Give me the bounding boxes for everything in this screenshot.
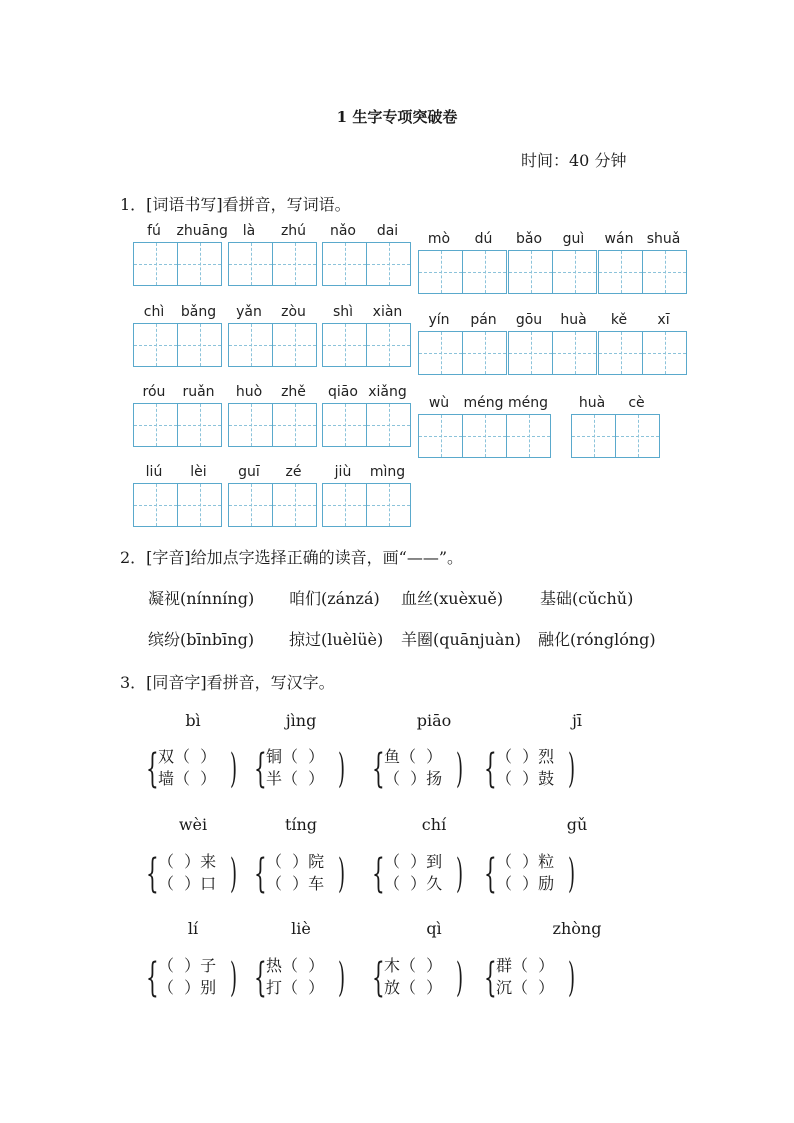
writing-cell[interactable] <box>178 324 221 366</box>
left-brace: { <box>484 955 497 1001</box>
writing-cell[interactable] <box>507 415 550 457</box>
word-group <box>418 395 551 458</box>
word-group <box>228 304 317 367</box>
fill-in-blank[interactable]: 鱼（ ） <box>384 747 443 766</box>
pinyin-label: wù <box>428 395 450 411</box>
fill-in-blank[interactable]: （ ）子 <box>158 956 217 975</box>
pinyin-label: mò <box>427 231 451 247</box>
writing-cell[interactable] <box>643 251 686 293</box>
writing-cell[interactable] <box>229 484 273 526</box>
pinyin-label: xiǎng <box>368 384 407 400</box>
left-brace: { <box>372 955 385 1001</box>
writing-cell[interactable] <box>553 251 596 293</box>
tianzige-grid <box>228 323 317 367</box>
pinyin-label: dai <box>376 223 399 239</box>
writing-cell[interactable] <box>229 243 273 285</box>
fill-in-blank[interactable]: （ ）久 <box>384 874 443 893</box>
writing-cell[interactable] <box>229 324 273 366</box>
tianzige-grid <box>418 331 507 375</box>
pinyin-label: ruǎn <box>182 384 215 400</box>
fill-in-blank[interactable]: （ ）院 <box>266 852 325 871</box>
tianzige-grid <box>133 323 222 367</box>
writing-cell[interactable] <box>273 243 316 285</box>
word-group <box>322 384 411 447</box>
homophone-pinyin: gǔ <box>566 815 588 834</box>
fill-in-blank[interactable]: 半（ ） <box>266 769 325 788</box>
writing-cell[interactable] <box>419 415 463 457</box>
left-brace: { <box>254 746 267 792</box>
word-group <box>571 395 660 458</box>
word-group <box>228 223 317 286</box>
word-group <box>133 464 222 527</box>
tianzige-grid <box>508 250 597 294</box>
pinyin-label: dú <box>474 231 493 247</box>
left-brace: { <box>484 851 497 897</box>
tianzige-grid <box>322 403 411 447</box>
homophone-group <box>146 852 246 898</box>
pinyin-label: méng <box>507 395 548 411</box>
writing-cell[interactable] <box>323 243 367 285</box>
pinyin-label: zhú <box>280 223 307 239</box>
word-group <box>598 231 687 294</box>
fill-in-blank[interactable]: 打（ ） <box>266 978 325 997</box>
pinyin-label: kě <box>610 312 628 328</box>
reading-choice-item[interactable]: 羊圈(quānjuàn) <box>401 630 521 649</box>
homophone-pinyin: chí <box>421 815 447 834</box>
homophone-group <box>146 747 246 793</box>
tianzige-grid <box>598 331 687 375</box>
left-brace: { <box>146 746 159 792</box>
writing-cell[interactable] <box>553 332 596 374</box>
writing-cell[interactable] <box>134 484 178 526</box>
time-limit: 时间：40 分钟 <box>521 151 627 170</box>
fill-in-blank[interactable]: 木（ ） <box>384 956 443 975</box>
homophone-pinyin: bì <box>185 711 201 730</box>
tianzige-grid <box>133 242 222 286</box>
homophone-pinyin: jìng <box>285 711 317 730</box>
writing-cell[interactable] <box>134 324 178 366</box>
pinyin-label: là <box>242 223 256 239</box>
reading-choice-item[interactable]: 咱们(zánzá) <box>289 589 380 608</box>
fill-in-blank[interactable]: （ ）别 <box>158 978 217 997</box>
homophone-group <box>484 747 584 793</box>
word-group <box>133 304 222 367</box>
pinyin-label: xiàn <box>372 304 403 320</box>
writing-cell[interactable] <box>367 324 410 366</box>
writing-cell[interactable] <box>367 484 410 526</box>
right-bracket: ) <box>456 851 464 897</box>
fill-in-blank[interactable]: （ ）励 <box>496 874 555 893</box>
fill-in-blank[interactable]: （ ）车 <box>266 874 325 893</box>
tianzige-grid <box>133 403 222 447</box>
writing-cell[interactable] <box>643 332 686 374</box>
word-group <box>322 223 411 286</box>
left-brace: { <box>254 955 267 1001</box>
right-bracket: ) <box>338 851 346 897</box>
word-group <box>322 304 411 367</box>
fill-in-blank[interactable]: 铜（ ） <box>266 747 325 766</box>
writing-cell[interactable] <box>419 251 463 293</box>
pinyin-label: zé <box>285 464 302 480</box>
pinyin-label: chì <box>143 304 165 320</box>
word-group <box>133 223 228 286</box>
left-brace: { <box>484 746 497 792</box>
pinyin-label: fú <box>147 223 161 239</box>
fill-in-blank[interactable]: （ ）来 <box>158 852 217 871</box>
word-group <box>133 384 222 447</box>
q2-heading: 2．[字音]给加点字选择正确的读音，画“——”。 <box>120 548 464 567</box>
writing-cell[interactable] <box>323 404 367 446</box>
word-group <box>598 312 687 375</box>
writing-cell[interactable] <box>134 404 178 446</box>
left-brace: { <box>146 851 159 897</box>
writing-cell[interactable] <box>178 484 221 526</box>
pinyin-label: yín <box>428 312 450 328</box>
reading-choice-item[interactable]: 缤纷(bīnbīng) <box>148 630 255 649</box>
writing-cell[interactable] <box>178 404 221 446</box>
writing-cell[interactable] <box>509 332 553 374</box>
writing-cell[interactable] <box>599 251 643 293</box>
fill-in-blank[interactable]: 群（ ） <box>496 956 555 975</box>
fill-in-blank[interactable]: （ ）粒 <box>496 852 555 871</box>
homophone-pinyin: liè <box>291 919 311 938</box>
writing-cell[interactable] <box>178 243 221 285</box>
homophone-group <box>484 852 584 898</box>
tianzige-grid <box>133 483 222 527</box>
right-bracket: ) <box>568 851 576 897</box>
word-group <box>418 231 507 294</box>
right-bracket: ) <box>230 851 238 897</box>
tianzige-grid <box>418 250 507 294</box>
writing-cell[interactable] <box>599 332 643 374</box>
tianzige-grid <box>228 483 317 527</box>
q1-heading: 1．[词语书写]看拼音，写词语。 <box>120 195 351 214</box>
writing-cell[interactable] <box>463 415 507 457</box>
writing-cell[interactable] <box>509 251 553 293</box>
fill-in-blank[interactable]: （ ）扬 <box>384 769 443 788</box>
homophone-group <box>372 852 472 898</box>
pinyin-label: xī <box>657 312 670 328</box>
tianzige-grid <box>418 414 551 458</box>
pinyin-label: jiù <box>334 464 352 480</box>
writing-cell[interactable] <box>572 415 616 457</box>
right-bracket: ) <box>568 746 576 792</box>
fill-in-blank[interactable]: （ ）烈 <box>496 747 555 766</box>
pinyin-label: bǎng <box>180 304 217 320</box>
right-bracket: ) <box>456 746 464 792</box>
pinyin-label: huà <box>560 312 587 328</box>
fill-in-blank[interactable]: 墙（ ） <box>158 769 217 788</box>
homophone-pinyin: wèi <box>178 815 208 834</box>
tianzige-grid <box>598 250 687 294</box>
writing-cell[interactable] <box>367 404 410 446</box>
homophone-group <box>484 956 584 1002</box>
word-group <box>228 384 317 447</box>
fill-in-blank[interactable]: 双（ ） <box>158 747 217 766</box>
left-brace: { <box>254 851 267 897</box>
q3-heading: 3．[同音字]看拼音，写汉字。 <box>120 673 335 692</box>
reading-choice-item[interactable]: 掠过(luèlüè) <box>289 630 384 649</box>
fill-in-blank[interactable]: 放（ ） <box>384 978 443 997</box>
tianzige-grid <box>322 483 411 527</box>
pinyin-label: shuǎ <box>646 231 681 247</box>
homophone-group <box>372 747 472 793</box>
homophone-group <box>146 956 246 1002</box>
pinyin-label: wán <box>604 231 634 247</box>
tianzige-grid <box>571 414 660 458</box>
writing-cell[interactable] <box>463 251 506 293</box>
word-group <box>322 464 411 527</box>
pinyin-label: huò <box>235 384 263 400</box>
homophone-group <box>372 956 472 1002</box>
homophone-pinyin: zhòng <box>552 919 602 938</box>
pinyin-label: pán <box>470 312 497 328</box>
right-bracket: ) <box>338 955 346 1001</box>
pinyin-label: méng <box>463 395 504 411</box>
word-group <box>508 312 597 375</box>
writing-cell[interactable] <box>134 243 178 285</box>
left-brace: { <box>146 955 159 1001</box>
tianzige-grid <box>322 242 411 286</box>
pinyin-label: nǎo <box>329 223 357 239</box>
fill-in-blank[interactable]: 沉（ ） <box>496 978 555 997</box>
pinyin-label: zòu <box>281 304 306 320</box>
reading-choice-item[interactable]: 基础(cǔchǔ) <box>540 589 634 608</box>
writing-cell[interactable] <box>229 404 273 446</box>
tianzige-grid <box>508 331 597 375</box>
pinyin-label: cè <box>628 395 645 411</box>
word-group <box>228 464 317 527</box>
pinyin-label: zhě <box>281 384 306 400</box>
pinyin-label: guì <box>562 231 585 247</box>
writing-cell[interactable] <box>323 324 367 366</box>
writing-cell[interactable] <box>616 415 659 457</box>
homophone-pinyin: lí <box>187 919 199 938</box>
homophone-pinyin: piāo <box>416 711 452 730</box>
left-brace: { <box>372 851 385 897</box>
homophone-group <box>254 747 354 793</box>
pinyin-label: róu <box>142 384 166 400</box>
writing-cell[interactable] <box>273 404 316 446</box>
pinyin-label: guī <box>238 464 260 480</box>
reading-choice-item[interactable]: 融化(rónglóng) <box>538 630 656 649</box>
fill-in-blank[interactable]: 热（ ） <box>266 956 325 975</box>
right-bracket: ) <box>230 746 238 792</box>
pinyin-label: huà <box>578 395 606 411</box>
right-bracket: ) <box>456 955 464 1001</box>
homophone-pinyin: jī <box>571 711 583 730</box>
right-bracket: ) <box>338 746 346 792</box>
writing-cell[interactable] <box>367 243 410 285</box>
homophone-group <box>254 852 354 898</box>
tianzige-grid <box>228 403 317 447</box>
tianzige-grid <box>322 323 411 367</box>
pinyin-label: lèi <box>190 464 207 480</box>
homophone-pinyin: tíng <box>284 815 318 834</box>
writing-cell[interactable] <box>323 484 367 526</box>
pinyin-label: shì <box>332 304 354 320</box>
pinyin-label: gōu <box>515 312 543 328</box>
word-group <box>418 312 507 375</box>
pinyin-label: zhuāng <box>176 223 228 239</box>
left-brace: { <box>372 746 385 792</box>
writing-cell[interactable] <box>273 484 316 526</box>
pinyin-label: qiāo <box>328 384 358 400</box>
writing-cell[interactable] <box>463 332 506 374</box>
word-group <box>508 231 597 294</box>
reading-choice-item[interactable]: 凝视(nínníng) <box>148 589 255 608</box>
pinyin-label: yǎn <box>236 304 262 320</box>
pinyin-label: liú <box>145 464 163 480</box>
page-title: 1 生字专项突破卷 <box>336 108 458 126</box>
homophone-group <box>254 956 354 1002</box>
homophone-pinyin: qì <box>426 919 442 938</box>
right-bracket: ) <box>230 955 238 1001</box>
writing-cell[interactable] <box>419 332 463 374</box>
pinyin-label: bǎo <box>515 231 543 247</box>
reading-choice-item[interactable]: 血丝(xuèxuě) <box>401 589 504 608</box>
fill-in-blank[interactable]: （ ）鼓 <box>496 769 555 788</box>
pinyin-label: mìng <box>369 464 406 480</box>
tianzige-grid <box>228 242 317 286</box>
right-bracket: ) <box>568 955 576 1001</box>
fill-in-blank[interactable]: （ ）到 <box>384 852 443 871</box>
writing-cell[interactable] <box>273 324 316 366</box>
fill-in-blank[interactable]: （ ）口 <box>158 874 217 893</box>
